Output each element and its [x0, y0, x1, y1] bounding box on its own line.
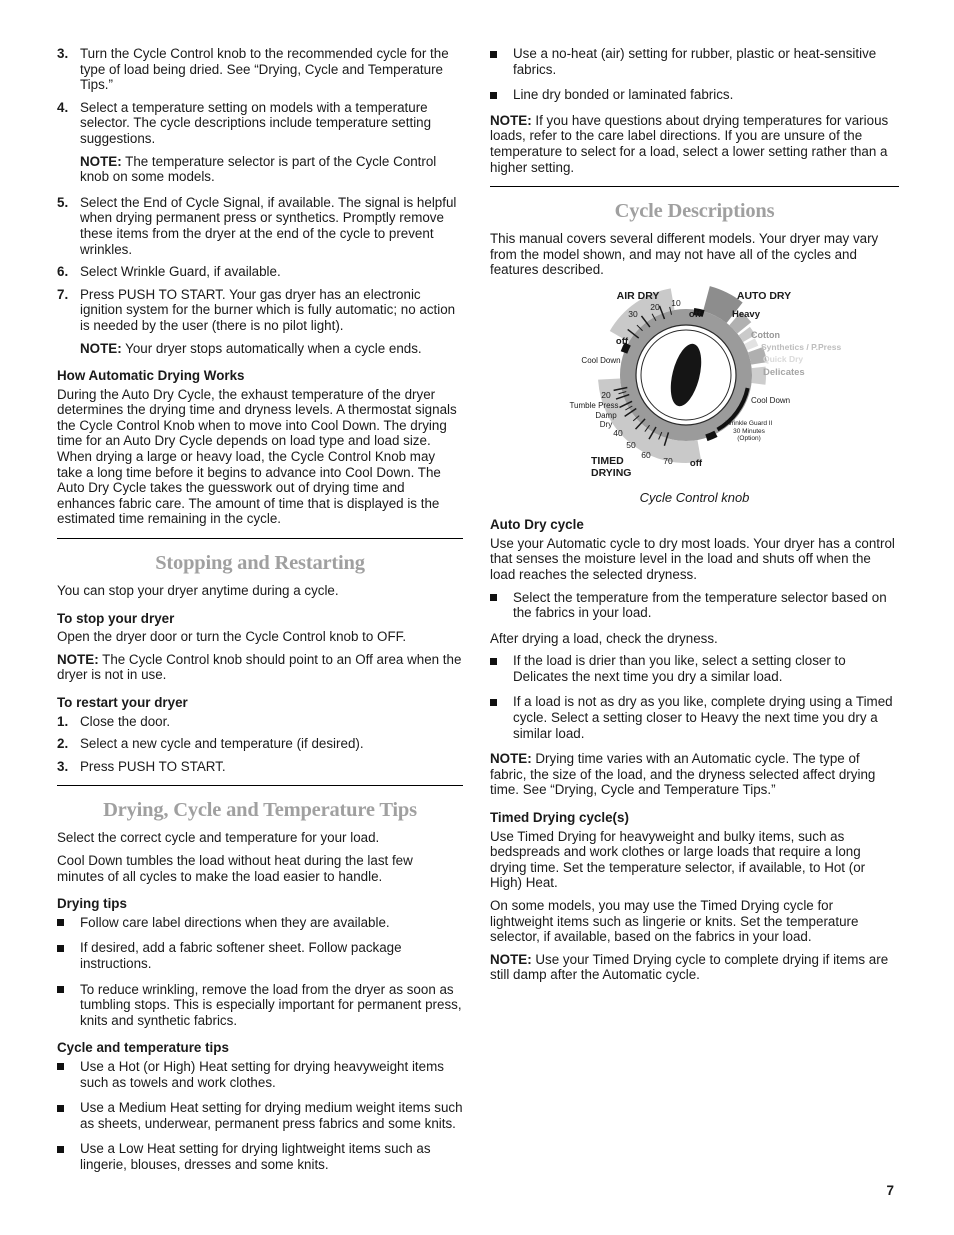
timed-drying-heading: Timed Drying cycle(s) — [490, 810, 629, 826]
temperature-note — [490, 113, 899, 175]
heavy-label: Heavy — [732, 308, 760, 320]
bullet-text: Follow care label directions when they are available. — [80, 914, 390, 930]
step-note — [80, 154, 463, 185]
timed-drying-label-2: DRYING — [591, 466, 632, 479]
step-text: Select a new cycle and temperature (if desired). — [80, 736, 364, 752]
bullet-square-icon — [490, 658, 497, 665]
bullet-text: Line dry bonded or laminated fabrics. — [513, 87, 734, 103]
bullet-square-icon — [490, 594, 497, 601]
step-number: 7. — [57, 286, 69, 302]
knob-caption: Cycle Control knob — [639, 489, 750, 505]
how-automatic-drying-body: During the Auto Dry Cycle, the exhaust temperature of the dryer determines the drying time and dryness levels. A thermostat signals the Cycle Control Knob when to move into Cool Down. The drying time for an Auto Dry Cycle depends on load type and load size. When drying a large or heavy load, the Cycle Control Knob may take a long time before it begins to advance into Cool Down. The Auto Dry Cycle takes the guesswork out of drying time and enhances fabric care. The amount of time that is displayed is the estimated time remaining in the cycle. — [57, 386, 457, 527]
step-number: 6. — [57, 264, 69, 280]
bullet-item — [57, 1100, 463, 1131]
step-text: Select the End of Cycle Signal, if available. The signal is helpful when drying permanent press or synthetics. Promptly remove these items from the dryer at the end of the cycle to prevent wrinkles. — [80, 194, 457, 257]
off-left-label: off — [615, 335, 629, 347]
note-label: NOTE: — [490, 112, 532, 128]
bullet-square-icon — [57, 986, 64, 993]
timed-tick-20: 20 — [601, 389, 611, 400]
bullet-item — [57, 1141, 463, 1172]
step-item — [57, 714, 463, 730]
delicates-label: Delicates — [763, 366, 805, 378]
bullet-item — [57, 940, 463, 971]
auto-dry-note — [490, 751, 899, 798]
step-number: 3. — [57, 46, 69, 61]
step-text: Select a temperature setting on models with a temperature selector. The cycle descriptions include temperature setting suggestions. — [80, 99, 432, 146]
wrinkle-guard-label-3: (Option) — [737, 434, 761, 442]
note-text: Drying time varies with an Automatic cycle. The type of fabric, the size of the load, and the dryness selected affect drying time. See “Drying, Cycle and Temperature Tips.” — [490, 751, 876, 798]
step-text: Press PUSH TO START. Your gas dryer has an electronic ignition system for the burner which is fully automatic; no action is needed by the user (there is no pilot light). — [80, 286, 456, 333]
note-text: Use your Timed Drying cycle to complete drying if items are still damp after the Automatic cycle. — [490, 951, 889, 983]
note-label: NOTE: — [80, 340, 122, 356]
note-label: NOTE: — [80, 153, 122, 169]
wrinkle-guard-label-2: 30 Minutes — [733, 427, 765, 435]
bullet-item — [490, 87, 899, 103]
bullet-item — [490, 653, 899, 684]
bullet-square-icon — [57, 919, 64, 926]
bullet-text: Select the temperature from the temperature selector based on the fabrics in your load. — [513, 589, 887, 621]
note-text: The Cycle Control knob should point to an Off area when the dryer is not in use. — [57, 651, 462, 683]
step-item — [57, 195, 463, 257]
to-stop-body: Open the dryer door or turn the Cycle Control knob to OFF. — [57, 629, 407, 645]
air-tick-20: 20 — [650, 301, 660, 312]
stopping-intro: You can stop your dryer anytime during a cycle. — [57, 583, 339, 599]
note-label: NOTE: — [57, 651, 99, 667]
quick-dry-label: Quick Dry — [763, 353, 804, 364]
step-item — [57, 264, 463, 280]
step-item — [57, 100, 463, 147]
note-text: Your dryer stops automatically when a cycle ends. — [125, 340, 422, 356]
bullet-text: Use a Low Heat setting for drying lightweight items such as lingerie, blouses, dresses and some knits. — [80, 1141, 431, 1172]
bullet-text: Use a no-heat (air) setting for rubber, plastic or heat-sensitive fabrics. — [513, 46, 877, 77]
to-restart-heading: To restart your dryer — [57, 695, 188, 710]
bullet-item — [57, 1059, 463, 1090]
note-label: NOTE: — [490, 951, 532, 967]
cool-down-left-label: Cool Down — [581, 355, 621, 365]
step-number: 2. — [57, 736, 69, 752]
step-item — [57, 287, 463, 334]
timed-tick-70: 70 — [663, 455, 673, 466]
right-column — [490, 46, 899, 993]
tips-intro-2: Cool Down tumbles the load without heat during the last few minutes of all cycles to make the load easier to handle. — [57, 852, 413, 884]
to-stop-heading: To stop your dryer — [57, 610, 175, 626]
cycle-control-knob-diagram — [556, 286, 896, 482]
step-note — [80, 341, 463, 357]
air-tick-30: 30 — [628, 308, 638, 319]
bullet-square-icon — [490, 92, 497, 99]
step-number: 1. — [57, 713, 69, 729]
air-dry-label: AIR DRY — [616, 289, 660, 302]
bullet-text: If the load is drier than you like, select a setting closer to Delicates the next time you dry a similar load. — [513, 653, 846, 684]
auto-dry-body-1: Use your Automatic cycle to dry most loads. Your dryer has a control that senses the moisture level in the load and shuts off when the load reaches the selected dryness. — [490, 535, 895, 582]
cycle-control-knob-figure — [556, 286, 896, 486]
timed-drying-body-1: Use Timed Drying for heavyweight and bulky items, such as bedspreads and work clothes or large loads that require a long drying time. Set the temperature selector, if available, to Hot (or High) Heat. — [490, 828, 866, 891]
bullet-text: Use a Hot (or High) Heat setting for drying heavyweight items such as towels and work clothes. — [80, 1058, 444, 1090]
bullet-square-icon — [57, 1105, 64, 1112]
air-tick-10: 10 — [671, 297, 681, 308]
bullet-item — [57, 915, 463, 931]
bullet-square-icon — [57, 945, 64, 952]
step-item — [57, 46, 463, 93]
step-number: 3. — [57, 758, 69, 774]
timed-drying-label-1: TIMED — [591, 454, 624, 467]
timed-tick-40: 40 — [613, 427, 623, 438]
off-top-label: off — [688, 308, 702, 320]
cycle-descriptions-intro: This manual covers several different models. Your dryer may vary from the model shown, and may not have all of the cycles and features described. — [490, 231, 879, 278]
step-item — [57, 759, 463, 775]
cotton-label: Cotton — [751, 329, 780, 340]
step-number: 5. — [57, 194, 69, 210]
bullet-square-icon — [490, 699, 497, 706]
timed-drying-body-2: On some models, you may use the Timed Drying cycle for lightweight items such as lingerie or knits. Set the temperature selector, if available, based on the fabrics in your load. — [490, 898, 859, 945]
section-divider — [57, 538, 463, 539]
off-bottom-label: off — [689, 457, 703, 469]
damp-dry-label-2: Dry — [599, 419, 613, 429]
auto-dry-cycle-heading: Auto Dry cycle — [490, 517, 584, 533]
page-number: 7 — [886, 1183, 894, 1198]
drying-tips-heading: Drying tips — [57, 896, 127, 912]
timed-drying-note — [490, 952, 899, 983]
bullet-square-icon — [57, 1063, 64, 1070]
bullet-square-icon — [57, 1146, 64, 1153]
damp-dry-label-1: Damp — [595, 410, 617, 420]
stopping-note — [57, 652, 463, 683]
auto-dry-label: AUTO DRY — [736, 289, 792, 302]
bullet-square-icon — [490, 51, 497, 58]
auto-dry-body-2: After drying a load, check the dryness. — [490, 630, 718, 646]
bullet-text: If desired, add a fabric softener sheet. Follow package instructions. — [80, 940, 402, 971]
timed-tick-60: 60 — [641, 449, 651, 460]
bullet-text: If a load is not as dry as you like, complete drying using a Timed cycle. Select a setting closer to Heavy the next time you dry a similar load. — [513, 694, 893, 741]
step-text: Turn the Cycle Control knob to the recommended cycle for the type of load being dried. See “Drying, Cycle and Temperature Tips.” — [80, 46, 449, 93]
tumble-press-label: Tumble Press — [569, 400, 619, 410]
step-item — [57, 736, 463, 752]
tips-intro-1: Select the correct cycle and temperature for your load. — [57, 830, 380, 846]
wrinkle-guard-label-1: Wrinkle Guard II — [725, 419, 773, 427]
cool-down-right-label: Cool Down — [751, 395, 791, 405]
note-text: The temperature selector is part of the Cycle Control knob on some models. — [80, 153, 437, 185]
note-text: If you have questions about drying temperatures for various loads, refer to the care label directions. If you are unsure of the temperature to select for a load, select a lower setting rather than a higher setting. — [490, 112, 889, 175]
note-label: NOTE: — [490, 751, 532, 767]
section-title-cycle-descriptions: Cycle Descriptions — [614, 200, 775, 223]
bullet-text: To reduce wrinkling, remove the load from the dryer as soon as tumbling stops. This is especially important for permanent press, knits and synthetic fabrics. — [80, 981, 462, 1028]
step-text: Press PUSH TO START. — [80, 758, 226, 774]
step-text: Close the door. — [80, 713, 171, 729]
synthetics-label: Synthetics / P.Press — [761, 341, 842, 352]
cycle-temp-tips-heading: Cycle and temperature tips — [57, 1040, 229, 1056]
section-divider — [490, 186, 899, 187]
bullet-item — [490, 590, 899, 621]
timed-tick-50: 50 — [626, 439, 636, 450]
step-number: 4. — [57, 99, 69, 115]
bullet-item — [490, 46, 899, 77]
bullet-text: Use a Medium Heat setting for drying medium weight items such as sheets, underwear, permanent press fabrics and some knits. — [80, 1100, 463, 1131]
section-title-stopping-restarting: Stopping and Restarting — [155, 552, 365, 575]
section-title-drying-tips: Drying, Cycle and Temperature Tips — [103, 799, 417, 822]
how-automatic-drying-heading: How Automatic Drying Works — [57, 368, 245, 384]
bullet-item — [490, 694, 899, 741]
bullet-item — [57, 982, 463, 1029]
left-column — [57, 46, 463, 1182]
step-text: Select Wrinkle Guard, if available. — [80, 264, 281, 280]
section-divider — [57, 785, 463, 786]
